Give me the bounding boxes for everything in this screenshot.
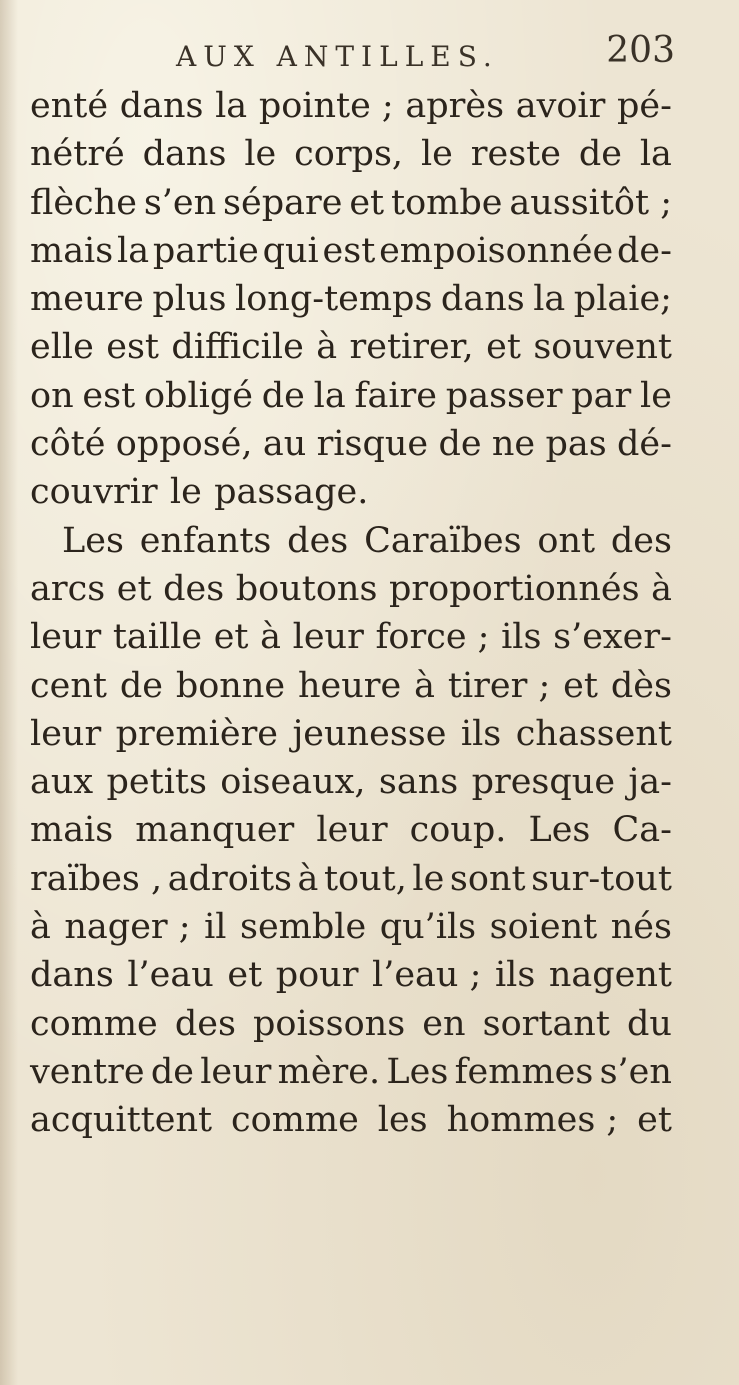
word: femmes (454, 1051, 594, 1092)
word: Les (386, 1051, 449, 1092)
word: et (213, 617, 249, 658)
word: retirer, (349, 327, 474, 368)
word: est (106, 327, 159, 368)
word: le (640, 375, 672, 416)
word: petits (106, 762, 207, 803)
text-line (30, 1048, 672, 1096)
running-head: AUX ANTILLES. (176, 40, 499, 73)
word: et (637, 1100, 672, 1141)
word: taille (112, 617, 203, 658)
word: comme (231, 1100, 359, 1141)
word: le (420, 134, 453, 175)
word: mais (30, 230, 114, 271)
word: hommes ; (446, 1100, 619, 1141)
word: tirer ; (447, 665, 551, 706)
word: ils (494, 955, 536, 996)
word: première (115, 713, 279, 754)
word: plus (152, 279, 227, 320)
word: des (163, 568, 225, 609)
text-line (30, 468, 672, 516)
word: le (244, 134, 277, 175)
word: de (150, 1051, 194, 1092)
word: dans (142, 134, 227, 175)
word: l’eau ; (372, 955, 482, 996)
word: comme (30, 1003, 158, 1044)
word: elle (30, 327, 94, 368)
word: aux (30, 762, 94, 803)
word: empoisonnée (379, 230, 614, 271)
word: enté (30, 86, 109, 126)
word: il (204, 907, 227, 948)
word: ventre (30, 1051, 145, 1092)
text-line (30, 179, 672, 227)
word: Caraïbes (364, 520, 522, 561)
word: l’eau (127, 955, 214, 996)
word: passer (445, 375, 563, 416)
word: s’exer- (553, 617, 672, 658)
word: adroits (167, 858, 292, 899)
word: dé- (617, 424, 672, 465)
word: coup. (409, 810, 507, 851)
word: du (627, 1003, 672, 1044)
word: le (169, 472, 202, 513)
text-line (30, 662, 672, 710)
word: pé- (616, 86, 672, 126)
word: dans (440, 279, 525, 320)
text-line (30, 903, 672, 951)
word: sans (378, 762, 459, 803)
word: sont (449, 858, 526, 899)
word: de (119, 665, 163, 706)
word: des (174, 1003, 236, 1044)
word: la (313, 375, 346, 416)
text-line (30, 323, 672, 371)
word: qui (262, 230, 319, 271)
word: pas (545, 424, 607, 465)
word: à (30, 907, 51, 948)
word: est (322, 230, 376, 271)
word: raïbes , (30, 858, 163, 899)
word: on (30, 375, 74, 416)
text-line (30, 855, 672, 903)
word: des (287, 520, 349, 561)
word: Les (62, 520, 124, 561)
word: au (262, 424, 307, 465)
word: mais (30, 810, 114, 851)
word: qu’ils (379, 907, 477, 948)
word: sépare (223, 182, 343, 223)
word: en (422, 1003, 466, 1044)
page-header (0, 28, 739, 84)
word: manquer (135, 810, 295, 851)
word: aussitôt ; (509, 182, 672, 223)
word: acquittent (30, 1100, 213, 1141)
text-line (30, 613, 672, 661)
word: et (227, 955, 263, 996)
text-line (30, 758, 672, 806)
word: ils (460, 713, 502, 754)
word: est (82, 375, 136, 416)
word: reste (470, 134, 561, 175)
text-line (30, 372, 672, 420)
word: force ; (375, 617, 490, 658)
word: tombe (391, 182, 503, 223)
text-line (30, 82, 672, 130)
word: à (651, 568, 672, 609)
word: la (215, 86, 248, 126)
word: ils (501, 617, 542, 658)
word: enfants (139, 520, 272, 561)
word: ja- (628, 762, 672, 803)
word: et (486, 327, 521, 368)
word: à (260, 617, 281, 658)
word: nagent (548, 955, 672, 996)
word: proportionnés (389, 568, 640, 609)
word: bonne (175, 665, 286, 706)
word: corps, (294, 134, 404, 175)
paragraph (30, 517, 672, 1145)
word: long-temps (235, 279, 433, 320)
word: risque (316, 424, 429, 465)
paragraph (30, 82, 672, 517)
word: poissons (253, 1003, 406, 1044)
word: sortant (482, 1003, 610, 1044)
word: pour (275, 955, 359, 996)
word: soient (489, 907, 598, 948)
word: ne (491, 424, 536, 465)
word: presque (471, 762, 616, 803)
word: leur (30, 617, 102, 658)
word: s’en (599, 1051, 672, 1092)
word: à (414, 665, 436, 706)
word: leur (292, 617, 364, 658)
word: et (116, 568, 152, 609)
word: nétré (30, 134, 125, 175)
word: sur-tout (531, 858, 672, 899)
word: dans (30, 955, 114, 996)
word: obligé (143, 375, 253, 416)
word: et (349, 182, 385, 223)
word: de (578, 134, 622, 175)
word: et (563, 665, 598, 706)
word: passage. (214, 472, 369, 513)
word: ont (537, 520, 596, 561)
word: plaie; (573, 279, 672, 320)
word: leur (200, 1051, 272, 1092)
word: les (377, 1100, 428, 1141)
word: pointe ; (258, 86, 394, 126)
page-number: 203 (606, 30, 675, 71)
text-line (30, 1000, 672, 1048)
word: de (261, 375, 305, 416)
word: couvrir (30, 472, 158, 513)
word: à (297, 858, 319, 899)
word: de (438, 424, 482, 465)
word: flèche (30, 182, 137, 223)
text-line (30, 275, 672, 323)
word: opposé, (115, 424, 253, 465)
word: la (117, 230, 150, 271)
text-line (30, 420, 672, 468)
word: nés (610, 907, 672, 948)
word: mère. (277, 1051, 381, 1092)
word: le (412, 858, 445, 899)
text-line (30, 951, 672, 999)
word: la (639, 134, 672, 175)
word: arcs (30, 568, 106, 609)
word: leur (30, 713, 102, 754)
word: semble (240, 907, 367, 948)
text-line (30, 517, 672, 565)
text-line (30, 227, 672, 275)
word: à (316, 327, 338, 368)
word: meure (30, 279, 144, 320)
gutter-shadow (0, 0, 18, 1385)
word: Ca- (612, 810, 672, 851)
word: la (533, 279, 566, 320)
text-line (30, 130, 672, 178)
word: nager ; (64, 907, 191, 948)
word: partie (152, 230, 259, 271)
word: chassent (515, 713, 672, 754)
word: de- (616, 230, 672, 271)
text-line (30, 565, 672, 613)
word: boutons (235, 568, 378, 609)
word: dans (119, 86, 204, 126)
word: des (610, 520, 672, 561)
word: souvent (533, 327, 672, 368)
body-text (30, 82, 672, 1145)
word: faire (354, 375, 437, 416)
word: heure (298, 665, 402, 706)
word: oiseaux, (220, 762, 366, 803)
word: difficile (171, 327, 304, 368)
word: côté (30, 424, 106, 465)
text-line (30, 1096, 672, 1144)
word: avoir (515, 86, 606, 126)
text-line (30, 806, 672, 854)
word: cent (30, 665, 107, 706)
word: tout, (323, 858, 407, 899)
word: Les (528, 810, 591, 851)
word: par (571, 375, 632, 416)
word: leur (316, 810, 388, 851)
word: s’en (143, 182, 217, 223)
word: jeunesse (292, 713, 447, 754)
text-line (30, 710, 672, 758)
word: après (405, 86, 505, 126)
word: dès (610, 665, 672, 706)
